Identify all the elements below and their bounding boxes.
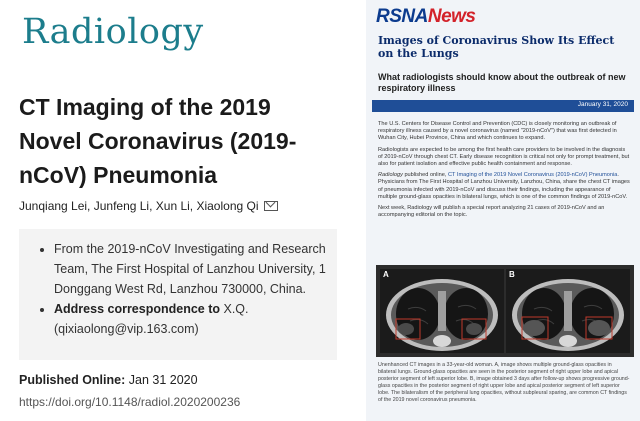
news-subheadline: What radiologists should know about the outbreak of new respiratory illness xyxy=(378,72,626,93)
affiliation-item xyxy=(54,239,327,299)
article-title: CT Imaging of the 2019 Novel Coronavirus (2019-nCoV) Pneumonia xyxy=(19,94,297,188)
rsna-news-panel xyxy=(366,0,640,421)
correspondence-email[interactable]: (qixiaolong@vip.163.com) xyxy=(54,322,199,336)
published-online xyxy=(19,373,198,387)
radiology-journal-ref: Radiology xyxy=(378,172,403,179)
affiliation-list xyxy=(19,229,337,339)
authors-text[interactable]: Junqiang Lei, Junfeng Li, Xun Li, Xiaolong Qi xyxy=(19,199,259,213)
news-date-band xyxy=(372,100,634,112)
news-date: January 31, 2020 xyxy=(577,101,628,108)
p3-text-b: . Physicians from The First Hospital of Lanzhou University, Lanzhou, China, share the chest CT images of pneumonia infected with 2019-nCoV and discuss their findings, including the appearance of multiple ground-glass opacities in bilateral lungs, which is one of the common findings of 2019-nCoV. xyxy=(378,172,630,200)
p3-text-a: published online, xyxy=(402,172,448,179)
affiliation-box xyxy=(19,229,337,360)
address-label: Address correspondence to xyxy=(54,302,221,316)
panel-b-label: B xyxy=(509,270,515,279)
ct-scan-a-graphic xyxy=(380,269,504,353)
email-envelope-icon[interactable] xyxy=(264,201,278,211)
ct-image-panel-a[interactable] xyxy=(380,269,504,353)
panel-a-label: A xyxy=(383,270,389,279)
news-headline: Images of Coronavirus Show Its Effect on the Lungs xyxy=(378,34,615,60)
ct-image-panel-b[interactable] xyxy=(506,269,630,353)
address-name: X.Q. xyxy=(223,302,249,316)
rsna-news-logo[interactable] xyxy=(376,6,475,28)
author-list xyxy=(19,199,278,213)
published-label: Published Online: xyxy=(19,373,126,387)
figure-caption: Unenhanced CT images in a 33-year-old woman. A, image shows multiple ground-glass opacities in bilateral lungs. Ground-glass opacities are seen in the posterior segment of right upper lobe and apical posterior segment of left superior lobe. B, image obtained 3 days after follow-up shows progressive ground-glass opacities in the posterior segment of right upper lobe and apical posterior segment of left superior lobe. The bilateralism of the peripheral lung opacities, without subpleural sparing, are common CT findings of the 2019 novel coronavirus pneumonia. xyxy=(378,362,630,403)
rsna-logo-main: RSNA xyxy=(376,6,428,27)
radiology-journal-logo[interactable]: Radiology xyxy=(22,12,204,52)
doi-link[interactable]: https://doi.org/10.1148/radiol.2020200236 xyxy=(19,395,241,409)
news-paragraph-1: The U.S. Centers for Disease Control and Prevention (CDC) is closely monitoring an outbreak of respiratory illness caused by a novel coronavirus (named "2019-nCoV") that was first detected in Wuhan City, Hubei Province, China and which continues to expand. xyxy=(378,121,617,142)
published-date: Jan 31 2020 xyxy=(128,373,198,387)
news-paragraph-4: Next week, Radiology will publish a special report analyzing 21 cases of 2019-nCoV and an accompanying editorial on the topic. xyxy=(378,205,605,219)
affiliation-text: From the 2019-nCoV Investigating and Research Team, The First Hospital of Lanzhou University, 1 Donggang West Rd, Lanzhou 730000, China. xyxy=(54,242,326,296)
correspondence-item xyxy=(54,299,327,339)
news-paragraph-3 xyxy=(378,172,630,201)
news-body xyxy=(378,121,630,223)
rsna-logo-accent: News xyxy=(427,6,476,27)
ct-scan-b-graphic xyxy=(506,269,630,353)
article-link[interactable]: CT Imaging of the 2019 Novel Coronavirus (2019-nCoV) Pneumonia xyxy=(448,172,618,179)
ct-figure xyxy=(376,265,634,357)
news-paragraph-2: Radiologists are expected to be among the first health care providers to be involved in the diagnosis of 2019-nCoV through chest CT. Early disease recognition is critical not only for prompt treatment, but also for patient isolation and effective public health containment and response. xyxy=(378,146,630,168)
